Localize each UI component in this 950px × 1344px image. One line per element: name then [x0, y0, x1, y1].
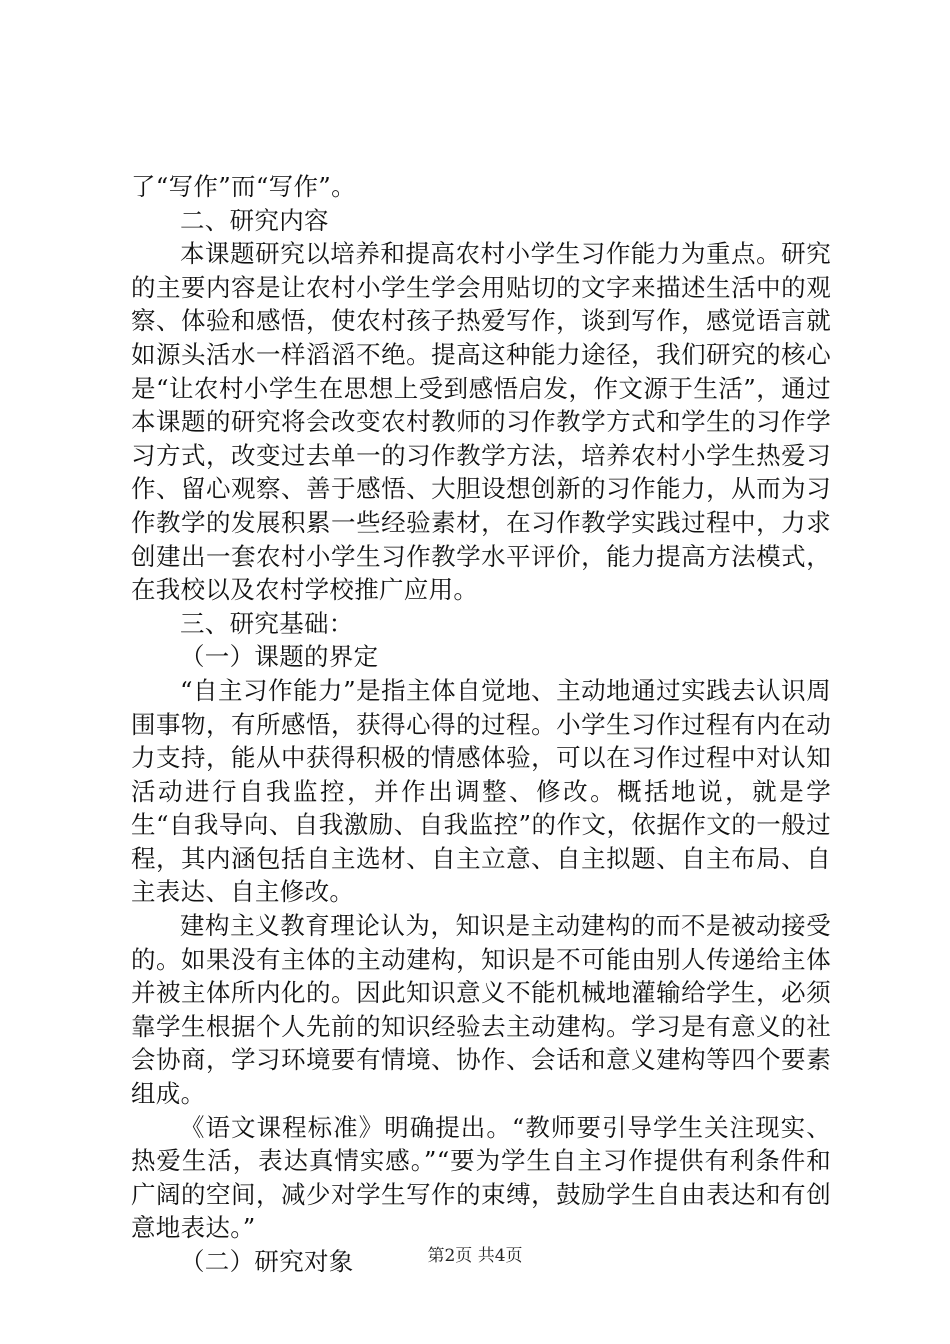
page-number-footer: 第2页 共4页: [427, 1246, 523, 1266]
paragraph-constructivism: 建构主义教育理论认为，知识是主动建构的而不是被动接受的。如果没有主体的主动建构，知识是不可能由别人传递给主体并被主体所内化的。因此知识意义不能机械地灌输给学生，必须靠学生根据个人先前的知识经验去主动建构。学习是有意义的社会协商，学习环境要有情境、协作、会话和意义建构等四个要素组成。: [131, 911, 831, 1109]
document-body: [131, 170, 831, 1279]
paragraph-research-content: 本课题研究以培养和提高农村小学生习作能力为重点。研究的主要内容是让农村小学生学会用贴切的文字来描述生活中的观察、体验和感悟，使农村孩子热爱写作，谈到写作，感觉语言就如源头活水一样滔滔不绝。提高这种能力途径，我们研究的核心是“让农村小学生在思想上受到感悟启发，作文源于生活”，通过本课题的研究将会改变农村教师的习作教学方式和学生的习作学习方式，改变过去单一的习作教学方法，培养农村小学生热爱习作、留心观察、善于感悟、大胆设想创新的习作能力，从而为习作教学的发展积累一些经验素材，在习作教学实践过程中，力求创建出一套农村小学生习作教学水平评价，能力提高方法模式，在我校以及农村学校推广应用。: [131, 239, 831, 605]
paragraph-continuation: 了“写作”而“写作”。: [131, 172, 356, 201]
paragraph-definition: “自主习作能力”是指主体自觉地、主动地通过实践去认识周围事物，有所感悟，获得心得的过程。小学生习作过程有内在动力支持，能从中获得积极的情感体验，可以在习作过程中对认知活动进行自我监控，并作出调整、修改。概括地说，就是学生“自我导向、自我激励、自我监控”的作文，依据作文的一般过程，其内涵包括自主选材、自主立意、自主拟题、自主布局、自主表达、自主修改。: [131, 675, 831, 907]
subsection-heading-definition: （一）课题的界定: [180, 642, 379, 672]
section-heading-research-basis: 三、研究基础：: [180, 608, 354, 638]
paragraph-curriculum-standard: 《语文课程标准》明确提出。“教师要引导学生关注现实、热爱生活，表达真情实感。”“要为学生自主习作提供有利条件和广阔的空间，减少对学生写作的束缚，鼓励学生自由表达和有创意地表达。”: [131, 1112, 831, 1243]
section-heading-research-content: 二、研究内容: [180, 205, 329, 235]
subsection-heading-research-subjects: （二）研究对象: [180, 1247, 354, 1276]
